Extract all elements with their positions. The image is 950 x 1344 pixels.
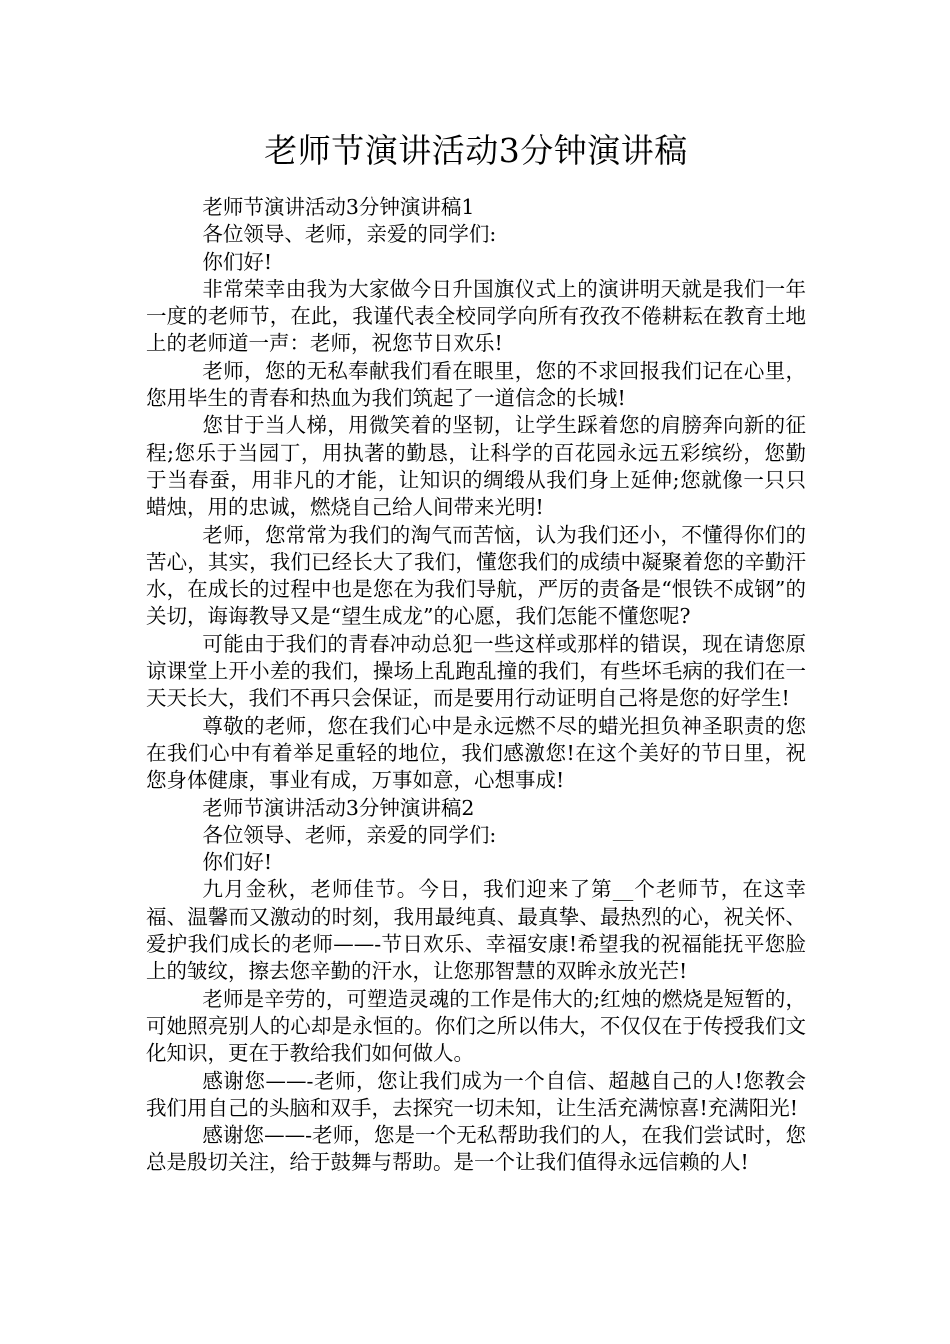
body-paragraph: 九月金秋，老师佳节。今日，我们迎来了第__个老师节，在这幸福、温馨而又激动的时刻，我用最纯真、最真挚、最热烈的心，祝关怀、爱护我们成长的老师——-节日欢乐、幸福安康!希望我的祝福能抚平您脸上的皱纹，擦去您辛勤的汗水，让您那智慧的双眸永放光芒!: [146, 877, 806, 984]
body-paragraph: 老师是辛劳的，可塑造灵魂的工作是伟大的;红烛的燃烧是短暂的，可她照亮别人的心却是永恒的。你们之所以伟大，不仅仅在于传授我们文化知识，更在于教给我们如何做人。: [146, 986, 806, 1066]
section-heading: 老师节演讲活动3分钟演讲稿2: [202, 795, 475, 820]
body-paragraph: 可能由于我们的青春冲动总犯一些这样或那样的错误，现在请您原谅课堂上开小差的我们，操场上乱跑乱撞的我们，有些坏毛病的我们在一天天长大，我们不再只会保证，而是要用行动证明自己将是您的好学生!: [146, 631, 806, 711]
body-paragraph: 非常荣幸由我为大家做今日升国旗仪式上的演讲明天就是我们一年一度的老师节，在此，我谨代表全校同学向所有孜孜不倦耕耘在教育土地上的老师道一声：老师，祝您节日欢乐!: [146, 276, 806, 356]
section-heading: 老师节演讲活动3分钟演讲稿1: [202, 195, 475, 219]
body-paragraph: 感谢您——-老师，您是一个无私帮助我们的人，在我们尝试时，您总是殷切关注，给于鼓舞与帮助。是一个让我们值得永远信赖的人!: [146, 1123, 806, 1175]
body-paragraph: 您甘于当人梯，用微笑着的坚韧，让学生踩着您的肩膀奔向新的征程;您乐于当园丁，用执著的勤恳，让科学的百花园永远五彩缤纷，您勤于当春蚕，用非凡的才能，让知识的绸缎从我们身上延伸;您就像一只只蜡烛，用的忠诚，燃烧自己给人间带来光明!: [146, 413, 806, 520]
document-page: [146, 128, 806, 1177]
body-paragraph: 感谢您——-老师，您让我们成为一个自信、超越自己的人!您教会我们用自己的头脑和双手，去探究一切未知，让生活充满惊喜!充满阳光!: [146, 1068, 806, 1120]
body-paragraph: 老师，您常常为我们的淘气而苦恼，认为我们还小，不懂得你们的苦心，其实，我们已经长大了我们，懂您我们的成绩中凝聚着您的辛勤汗水，在成长的过程中也是您在为我们导航，严厉的责备是“恨铁不成钢”的关切，诲诲教导又是“望生成龙”的心愿，我们怎能不懂您呢?: [146, 522, 806, 629]
salutation: 各位领导、老师，亲爱的同学们:: [202, 822, 497, 847]
body-paragraph: 老师，您的无私奉献我们看在眼里，您的不求回报我们记在心里，您用毕生的青春和热血为我们筑起了一道信念的长城!: [146, 358, 806, 411]
greeting: 你们好!: [202, 249, 273, 274]
salutation: 各位领导、老师，亲爱的同学们:: [202, 222, 497, 247]
document-title: 老师节演讲活动3分钟演讲稿: [264, 131, 688, 170]
body-paragraph: 尊敬的老师，您在我们心中是永远燃不尽的蜡光担负神圣职责的您在我们心中有着举足重轻的地位，我们感激您!在这个美好的节日里，祝您身体健康，事业有成，万事如意，心想事成!: [146, 713, 806, 793]
document-body: [146, 194, 806, 1177]
greeting: 你们好!: [202, 850, 273, 875]
